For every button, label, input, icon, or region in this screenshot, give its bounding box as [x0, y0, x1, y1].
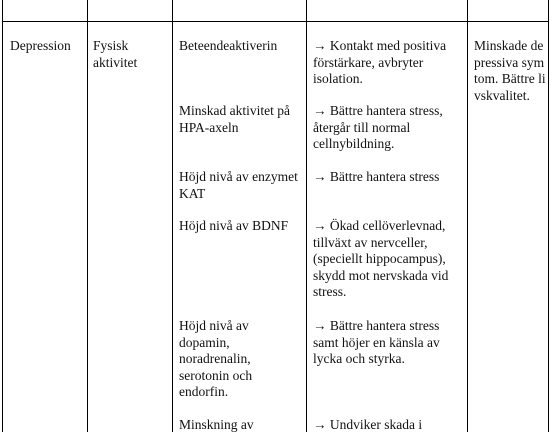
effect-text: → Kontakt med positiva förstärkare, avbryter isolation. — [313, 38, 447, 86]
intervention-cell: Fysisk aktivitet — [93, 38, 138, 70]
table-column-divider — [172, 0, 173, 432]
effect-text: → Bättre hantera stress, återgår till normal cellnybildning. — [313, 103, 443, 151]
effect-text: → Bättre hantera stress samt höjer en känsla av lycka och styrka. — [313, 318, 440, 366]
mechanism-text: Minskning av — [179, 417, 254, 432]
table-border-left — [2, 0, 3, 432]
effect-text: → Bättre hantera stress — [313, 169, 440, 184]
table-column-divider — [306, 0, 307, 432]
mechanism-text: Höjd nivå av enzymet KAT — [179, 169, 298, 201]
mechanism-text: Beteendeaktiverin — [179, 38, 278, 53]
table-column-divider — [87, 0, 88, 432]
condition-cell: Depression — [10, 38, 71, 53]
mechanism-text: Höjd nivå av dopamin, noradrenalin, serotonin och endorfin. — [179, 318, 253, 399]
mechanism-text: Höjd nivå av BDNF — [179, 218, 289, 233]
table-border-right — [548, 0, 549, 432]
mechanism-text: Minskad aktivitet på HPA-axeln — [179, 103, 290, 135]
table-column-divider — [467, 0, 468, 432]
effect-text: → Undviker skada i — [313, 417, 423, 432]
outcome-cell: Minskade depressiva symtom. Bättre livskvalitet. — [474, 38, 546, 103]
effect-text: → Ökad cellöverlevnad, tillväxt av nervceller, (speciellt hippocampus), skydd mot nervskada vid stress. — [313, 218, 449, 299]
